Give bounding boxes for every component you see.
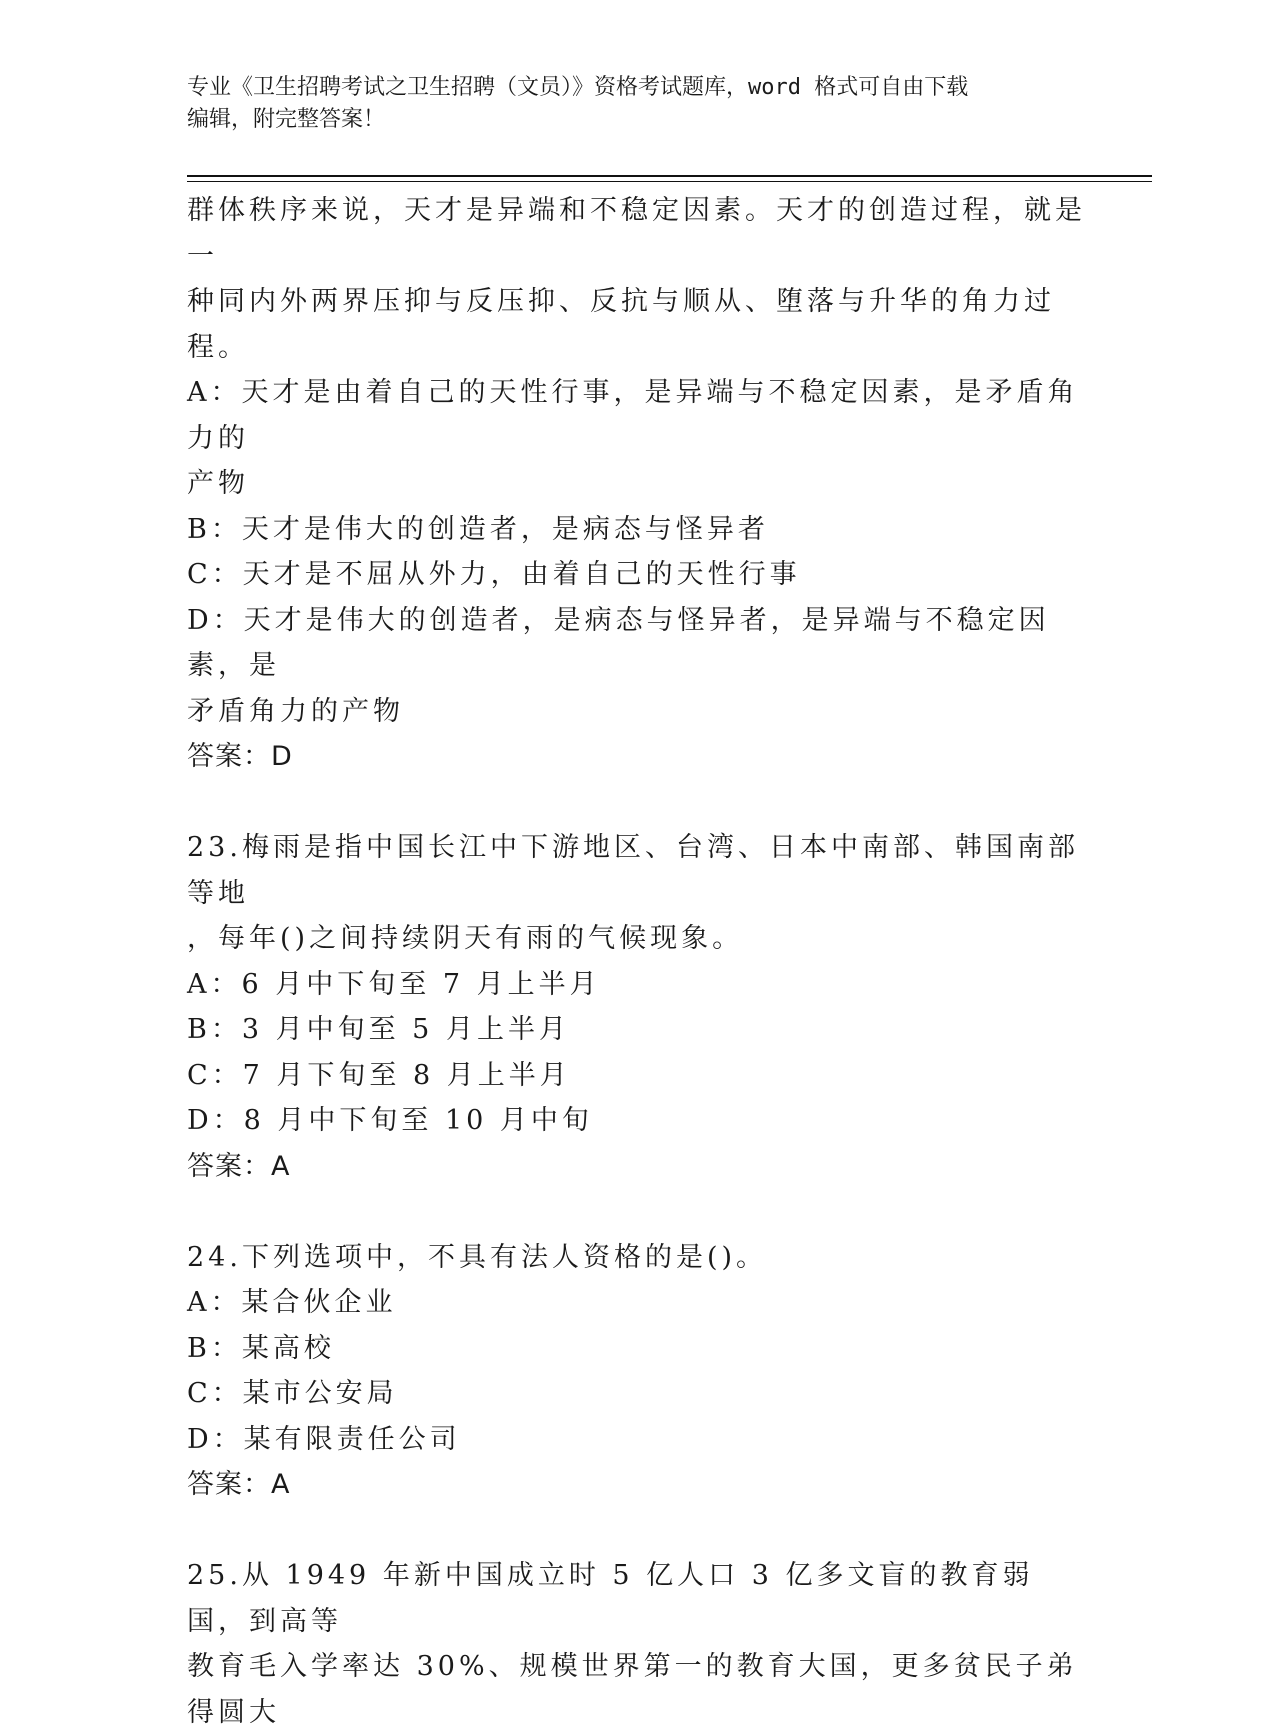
question-22 <box>187 188 1087 780</box>
option-d: D：某有限责任公司 <box>187 1423 461 1455</box>
spacer <box>187 780 1087 826</box>
answer: 答案：A <box>187 1150 291 1182</box>
option-a: A：天才是由着自己的天性行事，是异端与不稳定因素，是矛盾角力的 <box>187 377 1079 454</box>
question-stem: 25.从 1949 年新中国成立时 5 亿人口 3 亿多文盲的教育弱国，到高等 <box>187 1560 1034 1637</box>
question-stem: 24.下列选项中，不具有法人资格的是()。 <box>187 1241 768 1273</box>
question-24 <box>187 1235 1087 1508</box>
question-text: 种同内外两界压抑与反压抑、反抗与顺从、堕落与升华的角力过程。 <box>187 286 1055 363</box>
option-b: B：某高校 <box>187 1332 335 1364</box>
question-body <box>187 188 1087 1735</box>
option-a: A：某合伙企业 <box>187 1287 397 1318</box>
header-divider-thick <box>187 175 1152 177</box>
question-23 <box>187 825 1087 1189</box>
question-text: 群体秩序来说，天才是异端和不稳定因素。天才的创造过程，就是一 <box>187 195 1086 272</box>
header-line-1: 专业《卫生招聘考试之卫生招聘（文员）》资格考试题库，word 格式可自由下载 <box>187 75 969 100</box>
option-b: B：3 月中旬至 5 月上半月 <box>187 1014 570 1045</box>
option-b: B：天才是伟大的创造者，是病态与怪异者 <box>187 513 769 545</box>
question-stem-cont: 教育毛入学率达 30%、规模世界第一的教育大国，更多贫民子弟得圆大 <box>187 1651 1078 1728</box>
question-stem-cont: ，每年()之间持续阴天有雨的气候现象。 <box>187 923 744 954</box>
option-d: D：天才是伟大的创造者，是病态与怪异者，是异端与不稳定因素，是 <box>187 604 1050 681</box>
question-stem: 23.梅雨是指中国长江中下游地区、台湾、日本中南部、韩国南部等地 <box>187 832 1079 909</box>
option-c: C：天才是不屈从外力，由着自己的天性行事 <box>187 559 801 590</box>
page-header <box>187 72 1067 136</box>
spacer <box>187 1508 1087 1554</box>
option-d-cont: 矛盾角力的产物 <box>187 695 404 727</box>
answer: 答案：A <box>187 1469 291 1500</box>
spacer <box>187 1189 1087 1235</box>
option-a-cont: 产物 <box>187 468 249 499</box>
header-divider-thin <box>187 181 1152 182</box>
question-25 <box>187 1553 1087 1735</box>
answer: 答案：D <box>187 741 293 772</box>
option-c: C：某市公安局 <box>187 1378 398 1409</box>
option-c: C：7 月下旬至 8 月上半月 <box>187 1059 571 1091</box>
option-d: D：8 月中下旬至 10 月中旬 <box>187 1105 593 1136</box>
header-line-2: 编辑，附完整答案！ <box>187 107 386 132</box>
option-a: A：6 月中下旬至 7 月上半月 <box>187 968 601 1000</box>
